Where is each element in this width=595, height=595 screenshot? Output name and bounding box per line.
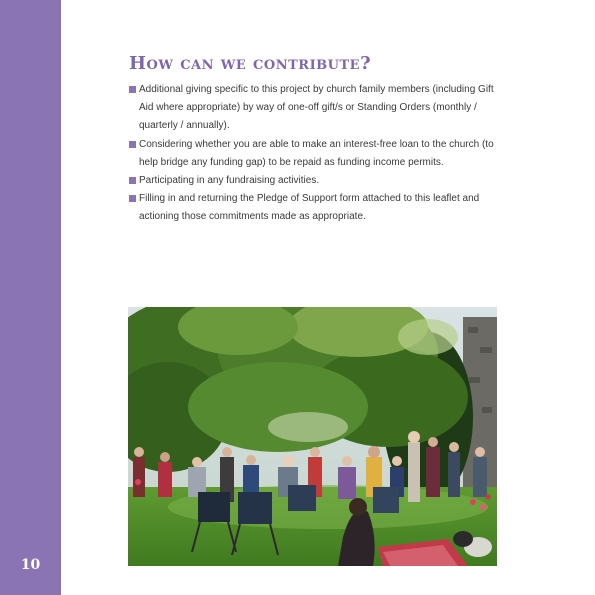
square-bullet-icon [129, 86, 136, 93]
list-item-text: Additional giving specific to this project by church family members (including Gift Aid where appropriate) by way of one-off gift/s or Standing Orders (monthly / quarterly / annually). [139, 84, 494, 132]
square-bullet-icon [129, 177, 136, 184]
square-bullet-icon [129, 195, 136, 202]
list-item [129, 136, 509, 172]
list-item [129, 172, 509, 190]
list-item-text: Participating in any fundraising activities. [139, 175, 320, 187]
page-heading: How can we contribute? [129, 53, 372, 74]
list-item-text: Filling in and returning the Pledge of Support form attached to this leaflet and actioning those commitments made as appropriate. [139, 193, 480, 223]
contribution-list [129, 81, 509, 227]
list-item [129, 81, 509, 136]
square-bullet-icon [129, 141, 136, 148]
list-item-text: Considering whether you are able to make an interest-free loan to the church (to help bridge any funding gap) to be repaid as funding income permits. [139, 138, 494, 168]
garden-gathering-photo [128, 307, 497, 566]
page-number: 10 [20, 557, 41, 573]
list-item [129, 190, 509, 226]
page-sidebar [0, 0, 61, 595]
